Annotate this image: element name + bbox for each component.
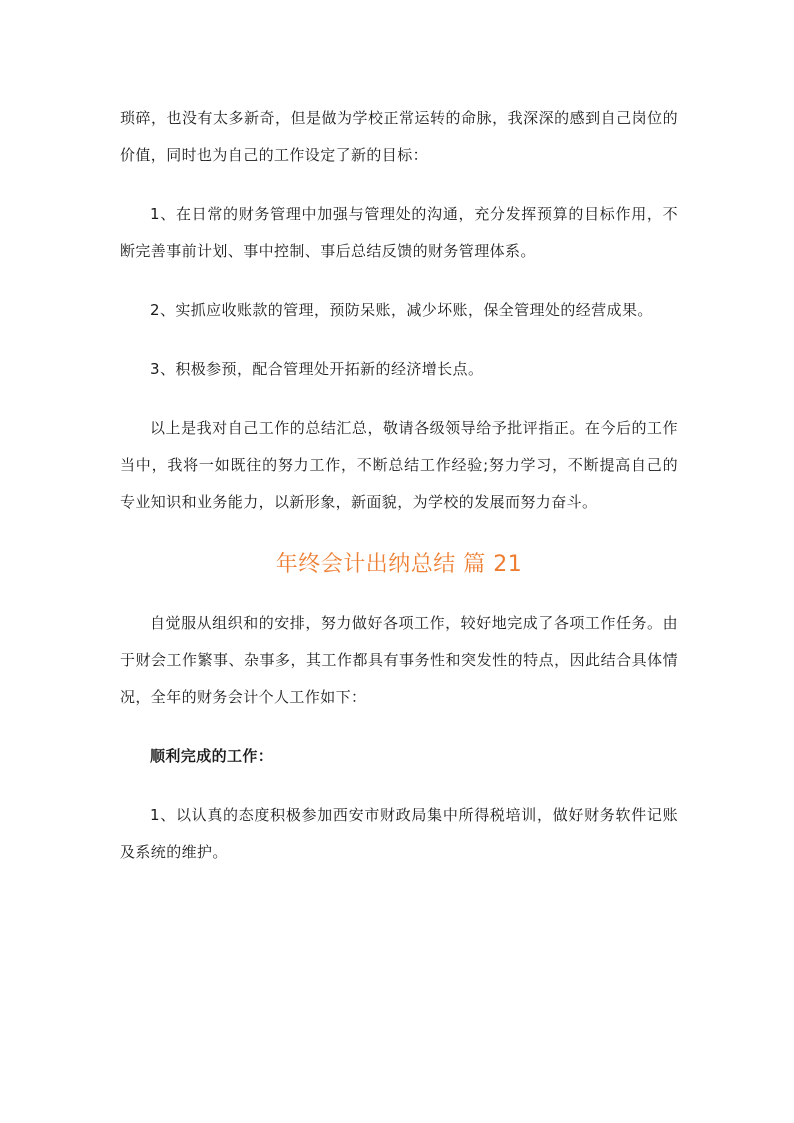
section-title: 年终会计出纳总结 篇 21 (275, 552, 523, 577)
document-body (120, 100, 678, 893)
paragraph-summary: 以上是我对自己工作的总结汇总，敬请各级领导给予批评指正。在今后的工作当中，我将一如既往的努力工作，不断总结工作经验;努力学习，不断提高自己的专业知识和业务能力，以新形象，新面貌，为学校的发展而努力奋斗。 (120, 419, 678, 511)
list-item-1: 1、在日常的财务管理中加强与管理处的沟通，充分发挥预算的目标作用，不断完善事前计划、事中控制、事后总结反馈的财务管理体系。 (120, 205, 678, 260)
subheading-completed-work: 顺利完成的工作： (150, 747, 274, 765)
paragraph-intro: 自觉服从组织和的安排，努力做好各项工作，较好地完成了各项工作任务。由于财会工作繁事、杂事多，其工作都具有事务性和突发性的特点，因此结合具体情况，全年的财务会计个人工作如下： (120, 614, 678, 706)
list-item-3: 3、积极参预，配合管理处开拓新的经济增长点。 (150, 360, 484, 378)
list-item-completed-1: 1、以认真的态度积极参加西安市财政局集中所得税培训，做好财务软件记账及系统的维护。 (120, 806, 678, 861)
list-item-2: 2、实抓应收账款的管理，预防呆账，减少坏账，保全管理处的经营成果。 (150, 301, 653, 319)
paragraph-continuation: 琐碎，也没有太多新奇，但是做为学校正常运转的命脉，我深深的感到自己岗位的价值，同时也为自己的工作设定了新的目标： (120, 109, 678, 164)
